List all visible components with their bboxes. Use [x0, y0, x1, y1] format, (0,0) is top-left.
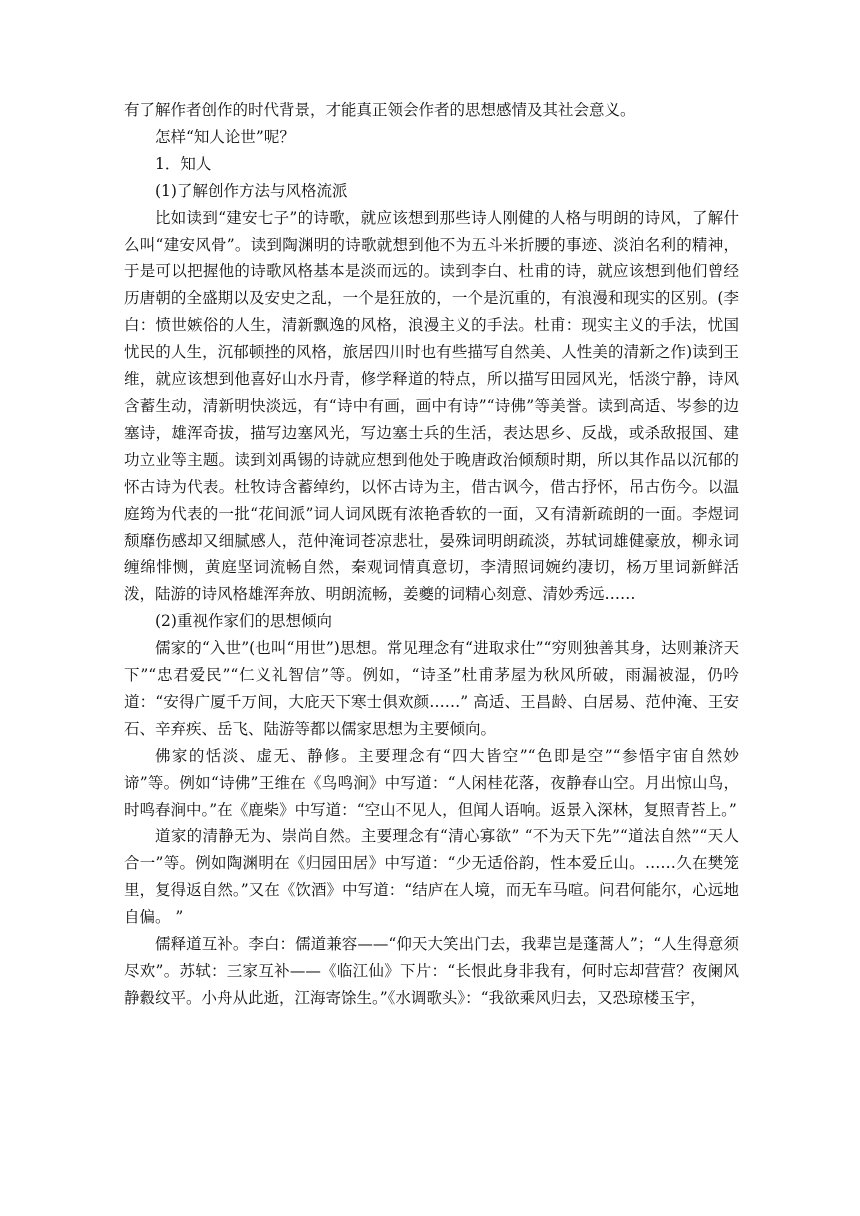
- paragraph-taoist: 道家的清静无为、崇尚自然。主要理念有“清心寡欲” “不为天下先”“道法自然”“天人合一”等。例如陶渊明在《归园田居》中写道：“少无适俗韵，性本爱丘山。……久在樊笼里，复得返自然。”又在《饮酒》中写道：“结庐在人境，而无车马喧。问君何能尔，心远地自偏。 ”: [124, 827, 739, 927]
- paragraph-confucian: 儒家的“入世”(也叫“用世”)思想。常见理念有“进取求仕”“穷则独善其身，达则兼济天下”“忠君爱民”“仁义礼智信”等。例如，“诗圣”杜甫茅屋为秋风所破，雨漏被湿，仍吟道：“安得广厦千万间，大庇天下寒士俱欢颜……” 高适、王昌龄、白居易、范仲淹、王安石、辛弃疾、岳飞、陆游等都以儒家思想为主要倾向。: [124, 639, 739, 738]
- paragraph-buddhist: 佛家的恬淡、虚无、静修。主要理念有“四大皆空”“色即是空”“参悟宇宙自然妙谛”等。例如“诗佛”王维在《鸟鸣涧》中写道：“人闲桂花落，夜静春山空。月出惊山鸟，时鸣春涧中。”在《鹿柴》中写道：“空山不见人，但闻人语响。返景入深林，复照青苔上。”: [124, 746, 739, 819]
- paragraph-question: 怎样“知人论世”呢？: [155, 127, 295, 146]
- subheading-style-schools: (1)了解创作方法与风格流派: [155, 181, 348, 200]
- document-body: [124, 97, 739, 1012]
- paragraph-context: 有了解作者创作的时代背景，才能真正领会作者的思想感情及其社会意义。: [124, 101, 636, 119]
- paragraph-poets-styles: 比如读到“建安七子”的诗歌，就应该想到那些诗人刚健的人格与明朗的诗风，了解什么叫“建安风骨”。读到陶渊明的诗歌就想到他不为五斗米折腰的事迹、淡泊名利的精神，于是可以把握他的诗歌风格基本是淡而远的。读到李白、杜甫的诗，就应该想到他们曾经历唐朝的全盛期以及安史之乱，一个是狂放的，一个是沉重的，有浪漫和现实的区别。(李白：愤世嫉俗的人生，清新飘逸的风格，浪漫主义的手法。杜甫：现实主义的手法，忧国忧民的人生，沉郁顿挫的风格，旅居四川时也有些描写自然美、人性美的清新之作)读到王维，就应该想到他喜好山水丹青，修学释道的特点，所以描写田园风光，恬淡宁静，诗风含蓄生动，清新明快淡远，有“诗中有画，画中有诗”“诗佛”等美誉。读到高适、岑参的边塞诗，雄浑奇拔，描写边塞风光，写边塞士兵的生活，表达思乡、反战，或杀敌报国、建功立业等主题。读到刘禹锡的诗就应想到他处于晚唐政治倾颓时期，所以其作品以沉郁的怀古诗为代表。杜牧诗含蓄绰约，以怀古诗为主，借古讽今，借古抒怀，吊古伤今。以温庭筠为代表的一批“花间派”词人词风既有浓艳香软的一面，又有清新疏朗的一面。李煜词颓靡伤感却又细腻感人，范仲淹词苍凉悲壮，晏殊词明朗疏淡，苏轼词雄健豪放，柳永词缠绵悱恻，黄庭坚词流畅自然，秦观词情真意切，李清照词婉约凄切，杨万里词新鲜活泼，陆游的诗风格雄浑奔放、明朗流畅，姜夔的词精心刻意、清妙秀远……: [124, 208, 739, 604]
- heading-know-people: 1．知人: [155, 154, 212, 173]
- paragraph-complementary: 儒释道互补。李白：儒道兼容——“仰天大笑出门去，我辈岂是蓬蒿人”；“人生得意须尽欢”。苏轼：三家互补——《临江仙》下片：“长恨此身非我有，何时忘却营营？夜阑风静縠纹平。小舟从此逝，江海寄馀生。”《水调歌头》：“我欲乘风归去，又恐琼楼玉宇，: [124, 935, 739, 1007]
- subheading-thought-tendency: (2)重视作家们的思想倾向: [155, 612, 332, 631]
